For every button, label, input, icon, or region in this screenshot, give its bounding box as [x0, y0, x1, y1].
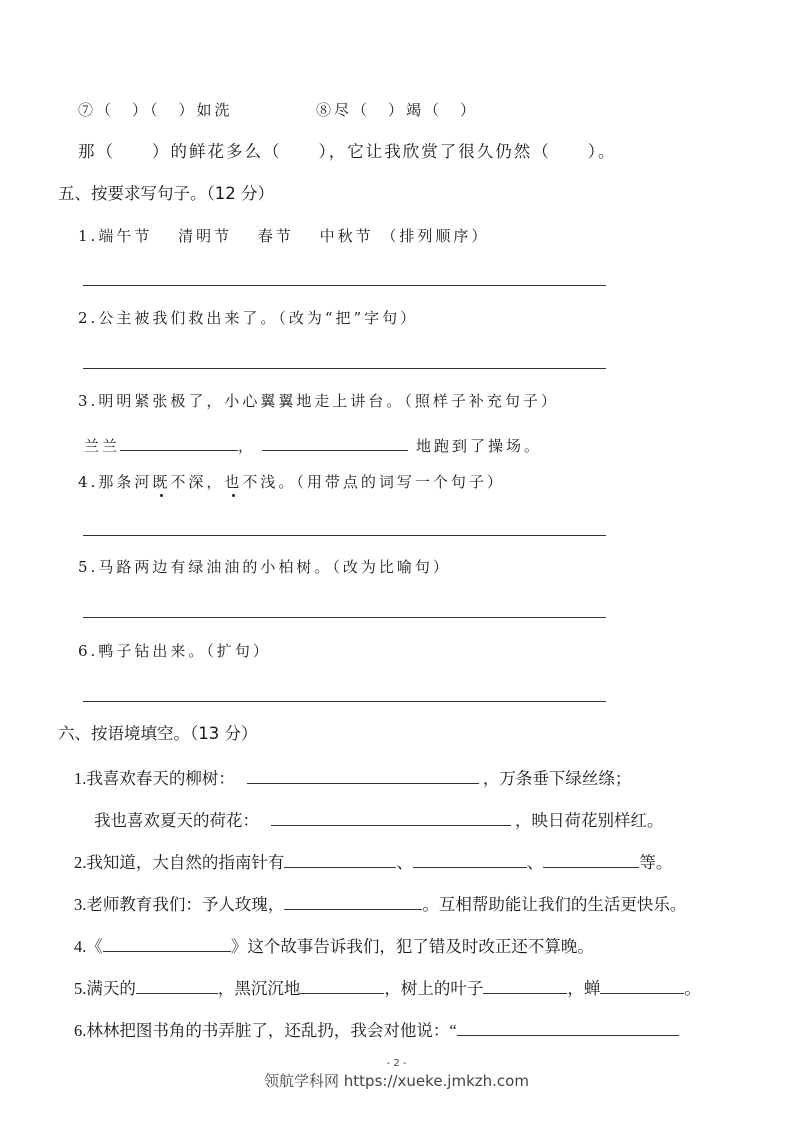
item-8: ⑧尽（ ）竭（ ）: [316, 101, 479, 119]
s6-question-5: 5.满天的 ，黑沉沉地 ，树上的叶子 ，蝉 。: [74, 976, 701, 999]
footer-site: 领航学科网 https://xueke.jmkzh.com: [264, 1072, 529, 1090]
question-text: 公主被我们救出来了。（改为“把”字句）: [98, 309, 419, 327]
blank-q1b[interactable]: [271, 808, 511, 826]
q1a-suffix: ，万条垂下绿丝绦；: [482, 769, 632, 788]
q4-prefix: 4.《: [74, 937, 103, 956]
s5-question-2: [78, 308, 418, 328]
s5-question-3: [78, 391, 559, 411]
s5-question-3-fill: [84, 433, 542, 456]
question-number: 3.: [78, 392, 99, 410]
s6-question-4: [74, 934, 594, 957]
s6-question-3: [74, 892, 686, 915]
q1b-suffix: ，映日荷花别样红。: [515, 811, 664, 830]
s6-question-1b: [94, 808, 664, 831]
fill-prefix: 兰兰: [84, 437, 121, 455]
q1a-prefix: 1.我喜欢春天的柳树：: [74, 769, 235, 788]
blank-2[interactable]: [262, 433, 408, 451]
blank-q1a[interactable]: [247, 766, 479, 784]
fill-mid: ，: [238, 437, 257, 455]
q2-prefix: 2.我知道，大自然的指南针有: [74, 853, 285, 872]
question-number: 1.: [78, 227, 99, 245]
question-text: 鸭子钻出来。（扩句）: [98, 642, 271, 660]
s5-question-4: [78, 472, 505, 492]
blank-1[interactable]: [120, 433, 238, 451]
s5-question-1: [78, 226, 489, 246]
blank-q2-1[interactable]: [284, 850, 396, 868]
q3-prefix: 3.老师教育我们：予人玫瑰，: [74, 895, 285, 914]
question-text: 马路两边有绿油油的小柏树。（改为比喻句）: [98, 558, 451, 576]
question-number: 2.: [78, 309, 99, 327]
blank-q5-4[interactable]: [600, 976, 684, 994]
text-c: 不浅。（用带点的词写一个句子）: [242, 473, 505, 491]
item-7: ⑦（ ）（ ）如洗: [78, 101, 233, 119]
s5-question-5: [78, 557, 451, 577]
s5-question-6: [78, 641, 271, 661]
fill-suffix: 地跑到了操场。: [416, 437, 543, 455]
blank-q2-2[interactable]: [413, 850, 527, 868]
answer-line-1[interactable]: [83, 285, 606, 286]
blank-q5-1[interactable]: [136, 976, 218, 994]
q6-prefix: 6.林林把图书角的书弄脏了，还乱扔，我会对他说：“: [74, 1021, 457, 1040]
dotted-word-ye: 也: [224, 473, 243, 491]
question-number: 5.: [78, 558, 99, 576]
answer-line-5[interactable]: [83, 617, 606, 618]
answer-line-4[interactable]: [83, 535, 606, 536]
blank-q5-3[interactable]: [483, 976, 567, 994]
text-a: 那条河: [98, 473, 153, 491]
answer-line-2[interactable]: [83, 368, 606, 369]
s6-question-6: [74, 1018, 679, 1041]
page-number: - 2 -: [386, 1058, 407, 1069]
q3-suffix: 。互相帮助能让我们的生活更快乐。: [422, 895, 687, 914]
section-6-title: 六、按语境填空。（13 分）: [58, 724, 258, 743]
question-number: 4.: [78, 473, 99, 491]
text-b: 不深，: [170, 473, 225, 491]
question-text: 明明紧张极了，小心翼翼地走上讲台。（照样子补充句子）: [98, 392, 559, 410]
s6-question-1a: [74, 766, 631, 789]
flower-sentence: 那（ ）的鲜花多么（ ），它让我欣赏了很久仍然（ ）。: [78, 142, 617, 161]
s6-question-2: 2.我知道，大自然的指南针有 、 、 等。: [74, 850, 672, 873]
q1b-prefix: 我也喜欢夏天的荷花：: [94, 811, 259, 830]
dotted-word-ji: 既: [152, 473, 171, 491]
section-5-title: 五、按要求写句子。（12 分）: [58, 184, 274, 203]
q4-suffix: 》这个故事告诉我们，犯了错及时改正还不算晚。: [230, 937, 594, 956]
blank-q3[interactable]: [284, 892, 422, 910]
blank-q6[interactable]: [457, 1018, 679, 1036]
blank-q4[interactable]: [103, 934, 231, 952]
answer-line-6[interactable]: [83, 701, 606, 702]
blank-q5-2[interactable]: [300, 976, 384, 994]
blank-q2-3[interactable]: [543, 850, 639, 868]
question-text: 端午节 清明节 春节 中秋节 （排列顺序）: [98, 227, 490, 245]
question-number: 6.: [78, 642, 99, 660]
